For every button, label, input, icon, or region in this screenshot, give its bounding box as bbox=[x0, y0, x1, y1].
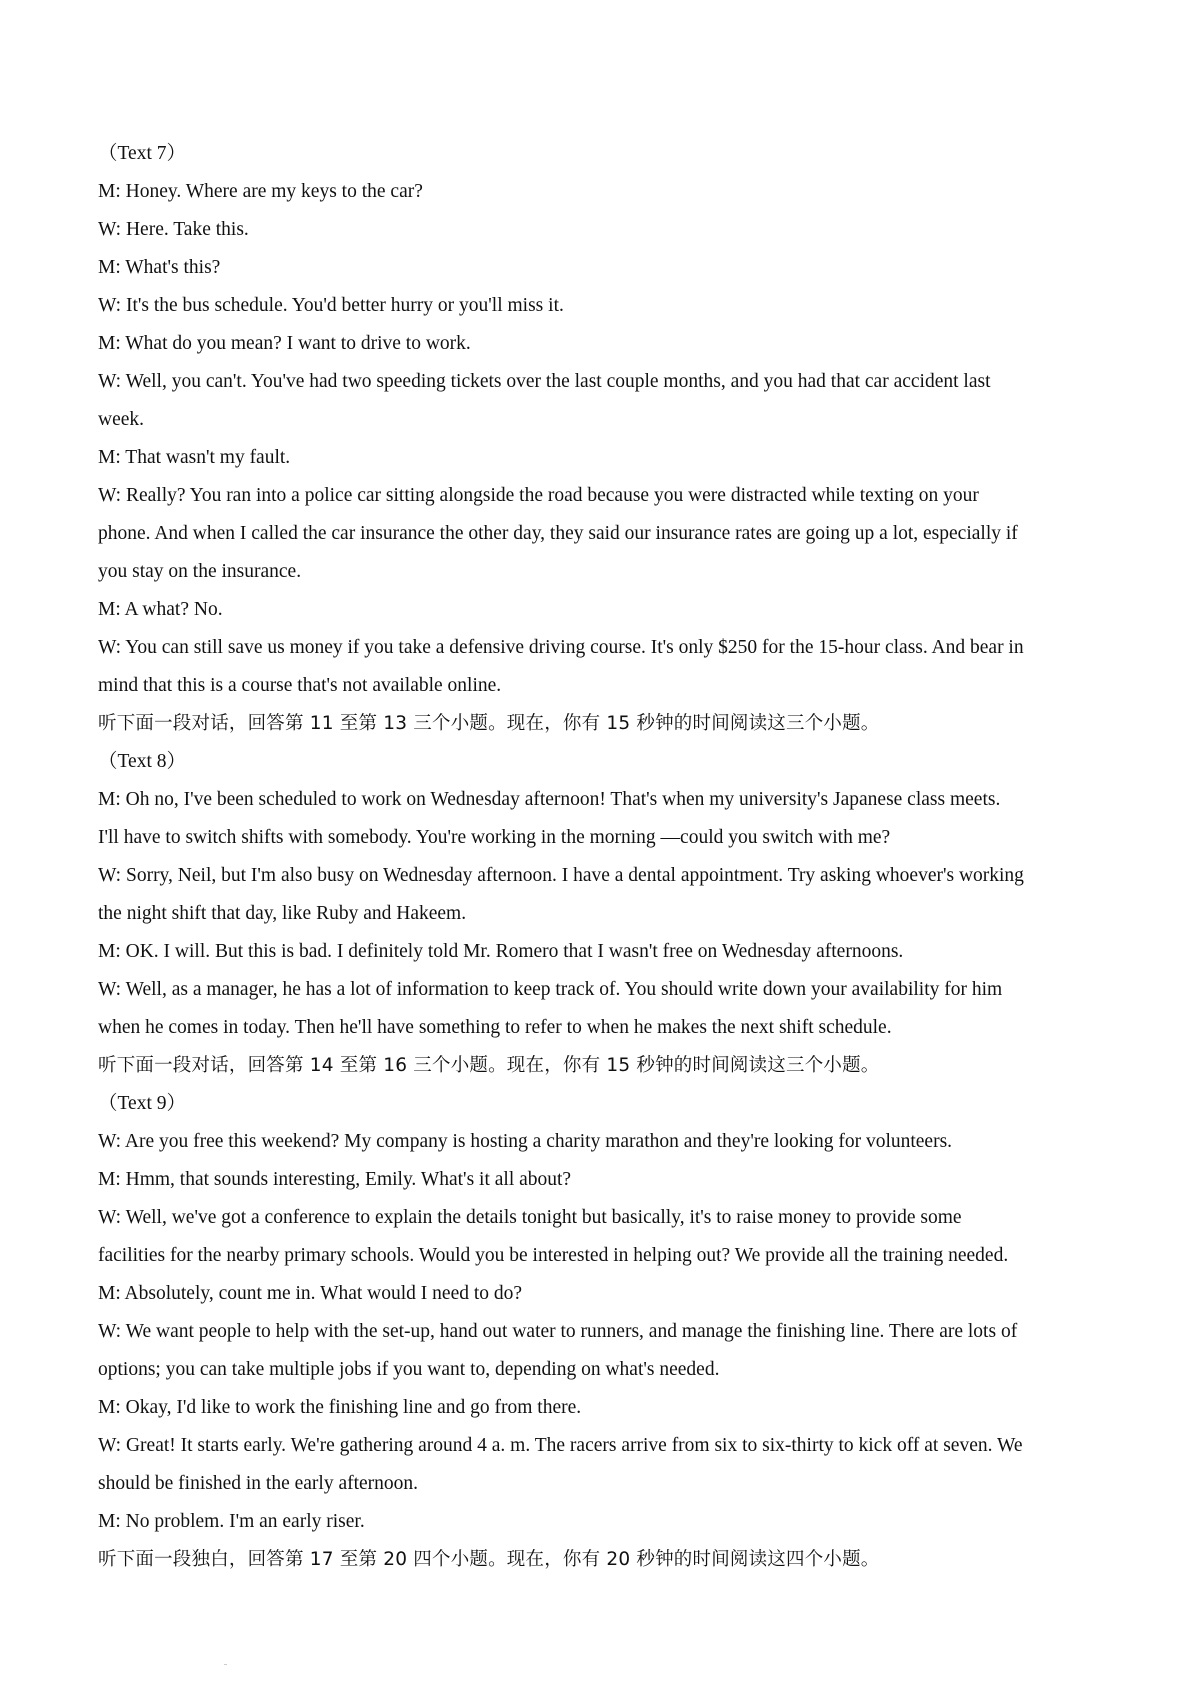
dialogue-line bbox=[98, 591, 1118, 629]
dialogue-line bbox=[98, 1161, 1118, 1199]
text-section-heading-text: （Text 7） bbox=[98, 143, 186, 164]
dialogue-line bbox=[98, 857, 1118, 933]
dialogue-line bbox=[98, 363, 1118, 439]
dialogue-line-text: M: Okay, I'd like to work the finishing line and go from there. bbox=[98, 1397, 582, 1418]
dialogue-line-text: W: Are you free this weekend? My company is hosting a charity marathon and they're looking for volunteers. bbox=[98, 1131, 953, 1152]
listening-instruction-text: 听下面一段对话，回答第 11 至第 13 三个小题。现在，你有 15 秒钟的时间阅读这三个小题。 bbox=[98, 713, 880, 734]
text-section-heading bbox=[98, 1085, 1118, 1123]
dialogue-line bbox=[98, 629, 1118, 705]
dialogue-line-text: W: It's the bus schedule. You'd better hurry or you'll miss it. bbox=[98, 295, 564, 316]
dialogue-line-text: M: No problem. I'm an early riser. bbox=[98, 1511, 365, 1532]
dialogue-line-text: should be finished in the early afternoon. bbox=[98, 1473, 419, 1494]
dialogue-line-text: you stay on the insurance. bbox=[98, 561, 302, 582]
dialogue-line-text: W: Great! It starts early. We're gathering around 4 a. m. The racers arrive from six to six-thirty to kick off at seven. We bbox=[98, 1435, 1023, 1456]
dialogue-line bbox=[98, 1275, 1118, 1313]
listening-instruction-text: 听下面一段独白，回答第 17 至第 20 四个小题。现在，你有 20 秒钟的时间阅读这四个小题。 bbox=[98, 1549, 880, 1570]
dialogue-line-text: M: OK. I will. But this is bad. I definitely told Mr. Romero that I wasn't free on Wednesday afternoons. bbox=[98, 941, 904, 962]
dialogue-line-text: phone. And when I called the car insurance the other day, they said our insurance rates are going up a lot, especially if bbox=[98, 523, 1018, 544]
dialogue-line-text: M: Hmm, that sounds interesting, Emily. What's it all about? bbox=[98, 1169, 572, 1190]
dialogue-line-text: W: Well, as a manager, he has a lot of information to keep track of. You should write down your availability for him bbox=[98, 979, 1003, 1000]
text-section-heading-text: （Text 9） bbox=[98, 1093, 186, 1114]
dialogue-line bbox=[98, 933, 1118, 971]
dialogue-line-text: I'll have to switch shifts with somebody. You're working in the morning —could you switch with me? bbox=[98, 827, 891, 848]
transcript-body bbox=[98, 135, 1118, 1579]
dialogue-line bbox=[98, 211, 1118, 249]
dialogue-line bbox=[98, 781, 1118, 857]
text-section-heading-text: （Text 8） bbox=[98, 751, 186, 772]
dialogue-line-text: when he comes in today. Then he'll have something to refer to when he makes the next shift schedule. bbox=[98, 1017, 892, 1038]
dialogue-line-text: M: What's this? bbox=[98, 257, 221, 278]
dialogue-line-text: mind that this is a course that's not available online. bbox=[98, 675, 502, 696]
dialogue-line-text: M: What do you mean? I want to drive to work. bbox=[98, 333, 471, 354]
dialogue-line bbox=[98, 249, 1118, 287]
dialogue-line bbox=[98, 287, 1118, 325]
listening-instruction bbox=[98, 705, 1118, 743]
dialogue-line-text: W: Here. Take this. bbox=[98, 219, 249, 240]
dialogue-line-text: M: A what? No. bbox=[98, 599, 223, 620]
listening-instruction bbox=[98, 1047, 1118, 1085]
text-section-heading bbox=[98, 743, 1118, 781]
dialogue-line bbox=[98, 1389, 1118, 1427]
listening-instruction-text: 听下面一段对话，回答第 14 至第 16 三个小题。现在，你有 15 秒钟的时间阅读这三个小题。 bbox=[98, 1055, 880, 1076]
dialogue-line bbox=[98, 1313, 1118, 1389]
page-footer-mark bbox=[224, 1664, 227, 1665]
dialogue-line-text: facilities for the nearby primary schools. Would you be interested in helping out? We provide all the training needed. bbox=[98, 1245, 1009, 1266]
dialogue-line-text: W: Well, you can't. You've had two speeding tickets over the last couple months, and you had that car accident last bbox=[98, 371, 991, 392]
dialogue-line-text: options; you can take multiple jobs if you want to, depending on what's needed. bbox=[98, 1359, 720, 1380]
dialogue-line-text: M: Honey. Where are my keys to the car? bbox=[98, 181, 423, 202]
dialogue-line-text: W: Well, we've got a conference to explain the details tonight but basically, it's to raise money to provide some bbox=[98, 1207, 962, 1228]
dialogue-line bbox=[98, 477, 1118, 591]
dialogue-line bbox=[98, 1199, 1118, 1275]
dialogue-line-text: W: Sorry, Neil, but I'm also busy on Wednesday afternoon. I have a dental appointment. Try asking whoever's working bbox=[98, 865, 1024, 886]
dialogue-line bbox=[98, 1503, 1118, 1541]
dialogue-line bbox=[98, 325, 1118, 363]
text-section-heading bbox=[98, 135, 1118, 173]
dialogue-line bbox=[98, 1123, 1118, 1161]
dialogue-line-text: M: That wasn't my fault. bbox=[98, 447, 291, 468]
dialogue-line-text: M: Absolutely, count me in. What would I need to do? bbox=[98, 1283, 523, 1304]
listening-instruction bbox=[98, 1541, 1118, 1579]
dialogue-line bbox=[98, 971, 1118, 1047]
dialogue-line-text: week. bbox=[98, 409, 145, 430]
dialogue-line bbox=[98, 173, 1118, 211]
dialogue-line-text: W: Really? You ran into a police car sitting alongside the road because you were distracted while texting on your bbox=[98, 485, 979, 506]
dialogue-line-text: W: You can still save us money if you take a defensive driving course. It's only $250 for the 15-hour class. And bear in bbox=[98, 637, 1024, 658]
dialogue-line-text: the night shift that day, like Ruby and Hakeem. bbox=[98, 903, 467, 924]
dialogue-line-text: M: Oh no, I've been scheduled to work on Wednesday afternoon! That's when my university's Japanese class meets. bbox=[98, 789, 1001, 810]
dialogue-line bbox=[98, 1427, 1118, 1503]
dialogue-line-text: W: We want people to help with the set-up, hand out water to runners, and manage the finishing line. There are lots of bbox=[98, 1321, 1018, 1342]
dialogue-line bbox=[98, 439, 1118, 477]
